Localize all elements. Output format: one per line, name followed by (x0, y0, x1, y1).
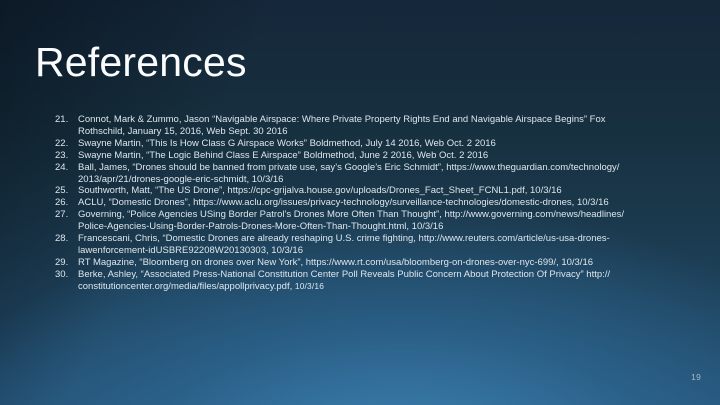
reference-number: 21. (55, 114, 69, 125)
reference-text: Francescani, Chris, “Domestic Drones are already reshaping U.S. crime fighting, http://www.reuters.com/article/us-usa-drones- lawenforcement-idUSBRE92208W20130303, 10/3/16 (78, 233, 610, 256)
reference-number: 23. (55, 149, 69, 161)
reference-item (55, 209, 624, 233)
reference-item (55, 138, 624, 150)
reference-item (55, 150, 624, 162)
page-title: References (35, 39, 247, 85)
reference-item (55, 269, 624, 293)
reference-number: 30. (55, 268, 69, 280)
reference-number: 26. (55, 197, 69, 209)
page-number: 19 (691, 372, 701, 382)
reference-item (55, 162, 624, 186)
reference-item (55, 257, 624, 269)
reference-text: Berke, Ashley, “Associated Press-National Constitution Center Poll Reveals Public Concern About Protection Of Privacy” http:// constitutioncenter.org/media/files/appollprivacy.pdf, 10/3/16 (78, 268, 611, 292)
reference-text: Swayne Martin, “The Logic Behind Class E Airspace” Boldmethod, June 2 2016, Web Oct. 2 2016 (78, 149, 489, 161)
reference-text: Ball, James, “Drones should be banned from private use, say’s Google’s Eric Schmidt”, https://www.theguardian.com/technology/ 2013/apr/21/drones-google-eric-schmidt, 10/3/16 (78, 161, 620, 185)
reference-item (55, 197, 624, 209)
references-list (55, 114, 624, 293)
reference-item (55, 233, 624, 257)
reference-number: 25. (55, 185, 69, 197)
reference-text: Swayne Martin, “This Is How Class G Airspace Works” Boldmethod, July 14 2016, Web Oct. 2 2016 (78, 137, 496, 149)
reference-text: Connot, Mark & Zummo, Jason “Navigable Airspace: Where Private Property Rights End and Navigable Airspace Begins” Fox Rothschild, January 15, 2016, Web Sept. 30 2016 (78, 114, 606, 137)
reference-number: 22. (55, 137, 69, 149)
reference-text: Governing, “Police Agencies USing Border Patrol’s Drones More Often Than Thought”, http://www.governing.com/news/headlines/ Police-Agencies-Using-Border-Patrols-Drones-More-Often-Than-Thought.html, 10/3/16 (78, 209, 625, 233)
reference-number: 28. (55, 233, 69, 245)
reference-number: 27. (55, 209, 69, 221)
reference-item (55, 114, 624, 138)
reference-text: ACLU, “Domestic Drones”, https://www.aclu.org/issues/privacy-technology/surveillance-technologies/domestic-drones, 10/3/16 (78, 197, 609, 209)
reference-text: Southworth, Matt, “The US Drone”, https://cpc-grijalva.house.gov/uploads/Drones_Fact_Sheet_FCNL1.pdf, 10/3/16 (78, 185, 562, 197)
reference-number: 29. (55, 256, 69, 268)
reference-number: 24. (55, 161, 69, 173)
reference-item (55, 185, 624, 197)
reference-text: RT Magazine, “Bloomberg on drones over New York”, https://www.rt.com/usa/bloomberg-on-drones-over-nyc-699/, 10/3/16 (78, 256, 594, 268)
